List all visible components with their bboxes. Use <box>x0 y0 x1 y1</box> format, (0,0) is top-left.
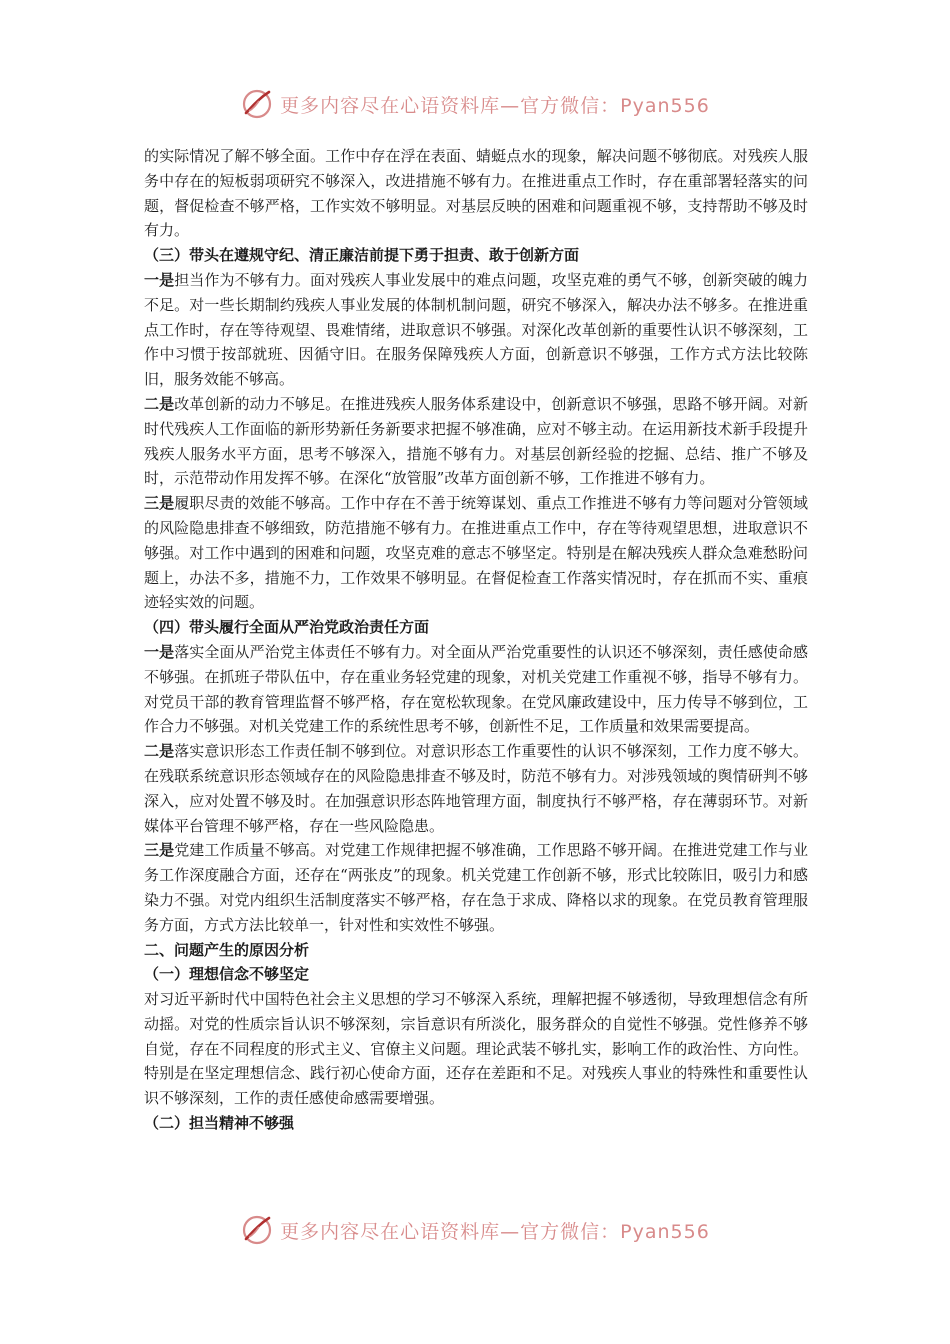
lead-marker: 二是 <box>144 742 175 761</box>
paragraph <box>144 838 808 937</box>
paragraph-text: 落实意识形态工作责任制不够到位。对意识形态工作重要性的认识不够深刻，工作力度不够大。在残联系统意识形态领域存在的风险隐患排查不够及时，防范不够有力。对涉残领域的舆情研判不够深入，应对处置不够及时。在加强意识形态阵地管理方面，制度执行不够严格，存在薄弱环节。对新媒体平台管理不够严格，存在一些风险隐患。 <box>144 742 808 835</box>
lead-marker: 一是 <box>144 642 175 661</box>
banner-text: 更多内容尽在心语资料库—官方微信：Pyan556 <box>280 94 710 117</box>
paragraph <box>144 392 808 491</box>
paragraph-text: 党建工作质量不够高。对党建工作规律把握不够准确，工作思路不够开阔。在推进党建工作与业务工作深度融合方面，还存在“两张皮”的现象。机关党建工作创新不够，形式比较陈旧，吸引力和感染力不强。对党内组织生活制度落实不够严格，存在急于求成、降格以求的现象。在党员教育管理服务方面，方式方法比较单一，针对性和实效性不够强。 <box>144 841 808 934</box>
section-heading: （四）带头履行全面从严治党政治责任方面 <box>144 618 430 637</box>
paragraph <box>144 268 808 392</box>
lead-marker: 三是 <box>144 494 175 513</box>
paragraph <box>144 640 808 739</box>
lead-marker: 二是 <box>144 394 175 413</box>
paragraph-text: 履职尽责的效能不够高。工作中存在不善于统筹谋划、重点工作推进不够有力等问题对分管领域的风险隐患排查不够细致，防范措施不够有力。在推进重点工作中，存在等待观望思想，进取意识不够强。对工作中遇到的困难和问题，攻坚克难的意志不够坚定。特别是在解决残疾人群众急难愁盼问题上，办法不多，措施不力，工作效果不够明显。在督促检查工作落实情况时，存在抓而不实、重痕迹轻实效的问题。 <box>144 494 808 612</box>
banner-text: 更多内容尽在心语资料库—官方微信：Pyan556 <box>280 1220 710 1243</box>
paragraph-text: 担当作为不够有力。面对残疾人事业发展中的难点问题，攻坚克难的勇气不够，创新突破的魄力不足。对一些长期制约残疾人事业发展的体制机制问题，研究不够深入，解决办法不够多。在推进重点工作时，存在等待观望、畏难情绪，进取意识不够强。对深化改革创新的重要性认识不够深刻，工作中习惯于按部就班、因循守旧。在服务保障残疾人方面，创新意识不够强，工作方式方法比较陈旧，服务效能不够高。 <box>144 270 808 389</box>
header-banner <box>0 84 950 124</box>
section-heading: （一）理想信念不够坚定 <box>144 965 310 984</box>
paragraph-text: 改革创新的动力不够足。在推进残疾人服务体系建设中，创新意识不够强，思路不够开阔。对新时代残疾人工作面临的新形势新任务新要求把握不够准确，应对不够主动。在运用新技术新手段提升残疾人服务水平方面，思考不够深入，措施不够有力。对基层创新经验的挖掘、总结、推广不够及时，示范带动作用发挥不够。在深化“放管服”改革方面创新不够，工作推进不够有力。 <box>144 394 808 488</box>
lead-marker: 一是 <box>144 270 175 289</box>
footer-banner <box>0 1210 950 1250</box>
paragraph <box>144 739 808 838</box>
paragraph: 对习近平新时代中国特色社会主义思想的学习不够深入系统，理解把握不够透彻，导致理想信念有所动摇。对党的性质宗旨认识不够深刻，宗旨意识有所淡化，服务群众的自觉性不够强。党性修养不够自觉，存在不同程度的形式主义、官僚主义问题。理论武装不够扎实，影响工作的政治性、方向性。特别是在坚定理想信念、践行初心使命方面，还存在差距和不足。对残疾人事业的特殊性和重要性认识不够深刻，工作的责任感使命感需要增强。 <box>144 990 808 1108</box>
section-heading: （三）带头在遵规守纪、清正廉洁前提下勇于担责、敢于创新方面 <box>144 246 580 265</box>
paragraph-text: 落实全面从严治党主体责任不够有力。对全面从严治党重要性的认识还不够深刻，责任感使命感不够强。在抓班子带队伍中，存在重业务轻党建的现象，对机关党建工作重视不够，指导不够有力。对党员干部的教育管理监督不够严格，存在宽松软现象。在党风廉政建设中，压力传导不够到位，工作合力不够强。对机关党建工作的系统性思考不够，创新性不足，工作质量和效果需要提高。 <box>144 642 808 736</box>
lead-marker: 三是 <box>144 841 175 860</box>
document-body <box>144 144 808 1136</box>
brush-logo-icon <box>240 1213 274 1247</box>
section-heading: （二）担当精神不够强 <box>144 1114 295 1133</box>
chapter-heading: 二、问题产生的原因分析 <box>144 940 310 959</box>
paragraph: 的实际情况了解不够全面。工作中存在浮在表面、蜻蜓点水的现象，解决问题不够彻底。对残疾人服务中存在的短板弱项研究不够深入，改进措施不够有力。在推进重点工作时，存在重部署轻落实的问题，督促检查不够严格，工作实效不够明显。对基层反映的困难和问题重视不够，支持帮助不够及时有力。 <box>144 147 808 240</box>
paragraph <box>144 491 808 615</box>
brush-logo-icon <box>240 87 274 121</box>
